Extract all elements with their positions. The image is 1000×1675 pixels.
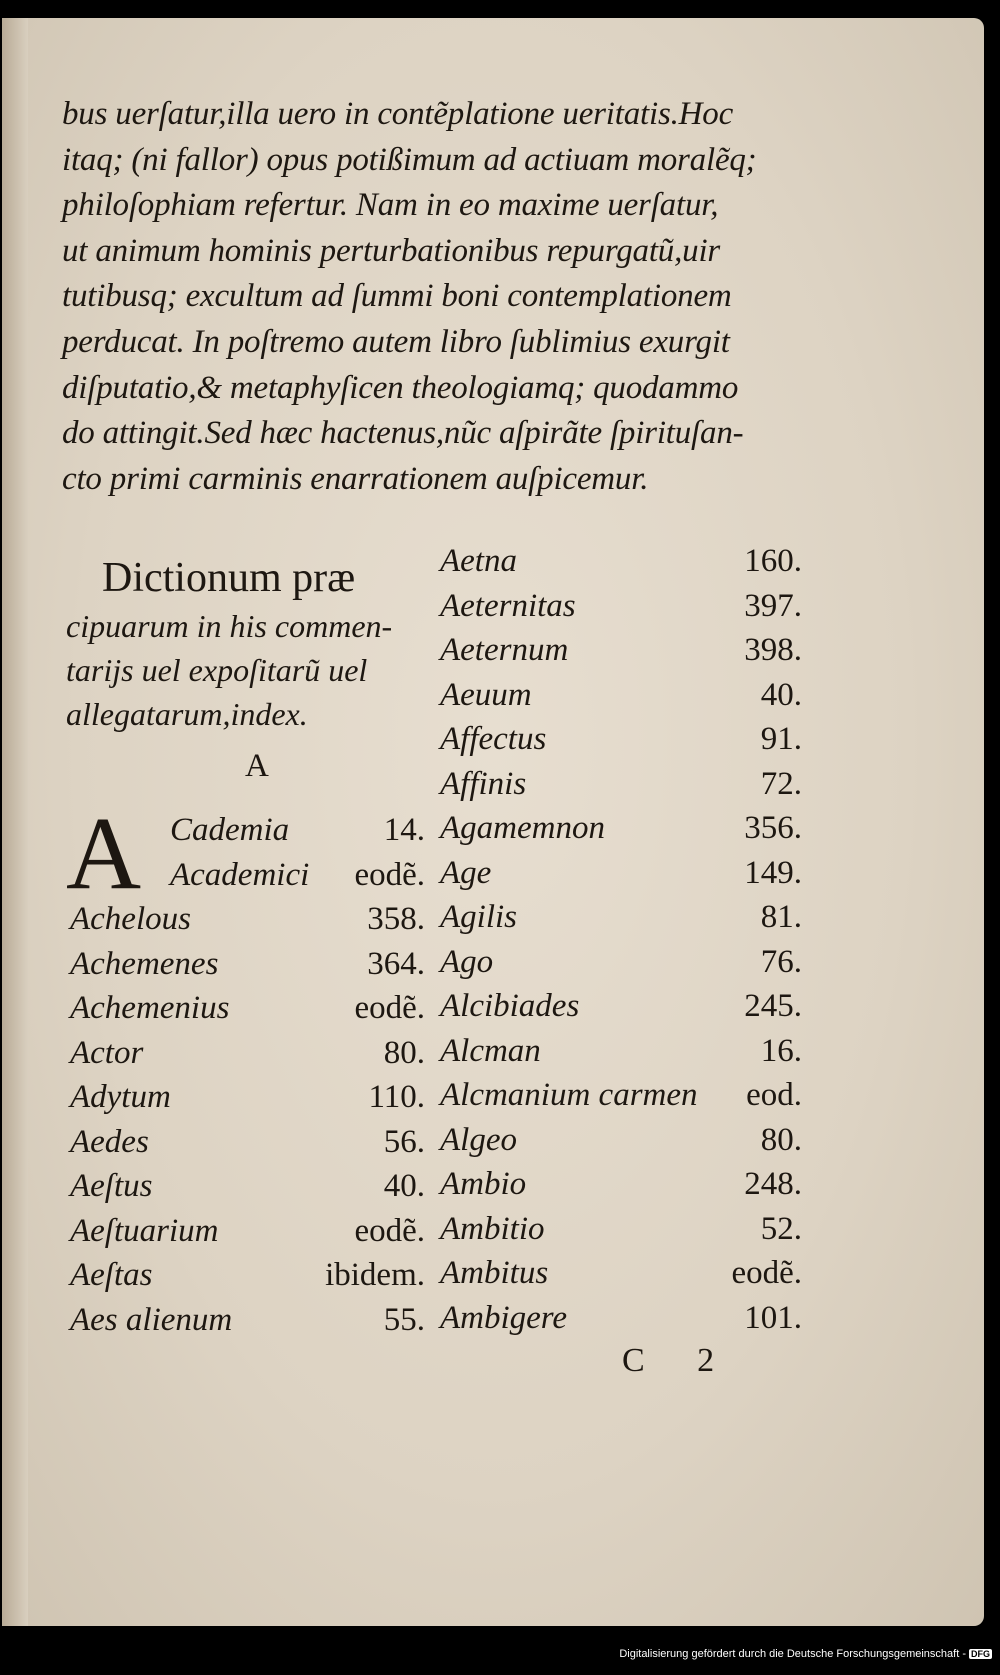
index-term: Academici [170, 856, 310, 893]
index-term: Aeternitas [440, 587, 576, 624]
index-page-ref: 52. [760, 1210, 802, 1247]
index-term: Algeo [440, 1121, 517, 1158]
page-gutter [2, 18, 28, 1626]
index-entry [70, 1253, 425, 1298]
index-term: Aeternum [440, 632, 569, 668]
text-line: diſputatio,& metaphyſicen theologiamq; quodammo [62, 369, 739, 406]
index-term: Cademia [170, 812, 290, 848]
index-term: Aes alienum [70, 1301, 233, 1338]
index-term: Alcman [440, 1032, 541, 1069]
index-page-ref: 248. [744, 1166, 802, 1202]
index-entry [70, 986, 425, 1031]
index-page-ref: 56. [383, 1123, 425, 1160]
index-entry [70, 1164, 425, 1209]
index-term: Agamemnon [440, 810, 605, 846]
digitization-credit [0, 1648, 992, 1660]
index-page-ref: 40. [760, 676, 802, 713]
signature-mark: C 2 [622, 1342, 737, 1379]
index-entry [440, 673, 802, 718]
index-page-ref: 110. [368, 1079, 425, 1115]
index-title-line: cipuarum in his commen- [66, 608, 393, 644]
index-entry [70, 942, 425, 987]
text-line: itaq; (ni fallor) opus potißimum ad actiuam moralẽq; [62, 141, 757, 178]
index-page-ref: 91. [760, 721, 802, 757]
index-title-line: tarijs uel expoſitarũ uel [66, 652, 368, 688]
index-entry [70, 1209, 425, 1254]
index-page-ref: 356. [744, 810, 802, 846]
index-entry [440, 762, 802, 807]
credit-text: Digitalisierung gefördert durch die Deutsche Forschungsgemeinschaft - [619, 1648, 966, 1660]
index-page-ref: 397. [744, 587, 802, 624]
index-page-ref: 149. [744, 854, 802, 891]
index-page-ref: 76. [760, 943, 802, 980]
index-term: Age [440, 854, 492, 891]
index-entry [440, 539, 802, 584]
index-entry [70, 1031, 425, 1076]
body-text [62, 92, 822, 502]
dfg-logo: DFG [971, 1649, 990, 1659]
index-term: Aetna [440, 543, 517, 579]
index-page-ref: 40. [383, 1168, 425, 1204]
index-entry [440, 1296, 802, 1341]
index-term: Actor [70, 1034, 144, 1071]
index-entry [70, 1120, 425, 1165]
index-term: Alcmanium carmen [440, 1077, 698, 1113]
index-entry [440, 940, 802, 985]
index-page-ref: eodẽ. [354, 1212, 425, 1249]
index-page-ref: 81. [760, 899, 802, 935]
index-term: Ambigere [440, 1299, 568, 1336]
text-line: bus uerſatur,illa uero in contẽplatione ueritatis.Hoc [62, 96, 734, 132]
index-page-ref: 245. [744, 988, 802, 1024]
index-page-ref: 364. [367, 945, 425, 982]
index-term: Alcibiades [440, 988, 580, 1024]
index-entry [440, 806, 802, 851]
index-left-column [70, 808, 425, 1342]
index-term: Affectus [440, 721, 547, 757]
index-title-line: allegatarum,index. [66, 696, 308, 732]
index-entry [70, 897, 425, 942]
index-page-ref: 101. [744, 1299, 802, 1336]
index-term: Aedes [70, 1123, 149, 1160]
index-entry [70, 1075, 425, 1120]
index-entry [440, 1162, 802, 1207]
index-title-first-line: Dictionum præ [102, 555, 356, 601]
index-entry [440, 984, 802, 1029]
text-line: cto primi carminis enarrationem auſpicemur. [62, 460, 649, 497]
index-term: Achemenes [70, 945, 219, 982]
index-page-ref: ibidem. [325, 1257, 425, 1293]
index-term: Affinis [440, 765, 527, 802]
index-page-ref: 72. [760, 765, 802, 802]
drop-capital: A [66, 796, 142, 911]
index-term: Aeuum [440, 676, 532, 713]
index-entry [440, 851, 802, 896]
index-term: Ambitio [440, 1210, 545, 1247]
index-entry [440, 1073, 802, 1118]
index-entry [440, 1251, 802, 1296]
index-entry [70, 808, 425, 853]
index-entry [440, 1118, 802, 1163]
index-page-ref: eodẽ. [731, 1255, 802, 1291]
index-page-ref: 55. [383, 1301, 425, 1338]
index-entry [440, 1207, 802, 1252]
text-line: tutibusq; excultum ad ſummi boni contemplationem [62, 278, 732, 315]
index-term: Agilis [440, 899, 518, 935]
index-page-ref: eodẽ. [354, 856, 425, 893]
index-page-ref: 14. [383, 812, 425, 848]
index-heading [66, 552, 426, 736]
index-page-ref: 358. [367, 901, 425, 937]
index-page-ref: eod. [746, 1077, 802, 1113]
index-page-ref: 16. [760, 1032, 802, 1069]
text-line: do attingit.Sed hæc hactenus,nũc aſpirãte ſpirituſan- [62, 415, 744, 452]
index-term: Aeſtuarium [70, 1212, 219, 1249]
index-section-letter: A [245, 748, 269, 784]
index-term: Ago [440, 943, 494, 980]
text-line: ut animum hominis perturbationibus repurgatũ,uir [62, 232, 721, 269]
index-term: Achelous [70, 901, 191, 937]
index-term: Achemenius [70, 990, 230, 1026]
text-line: perducat. In poſtremo autem libro ſublimius exurgit [62, 323, 730, 360]
index-page-ref: 80. [760, 1121, 802, 1158]
index-term: Ambitus [440, 1255, 549, 1291]
index-page-ref: 80. [383, 1034, 425, 1071]
index-page-ref: 398. [744, 632, 802, 668]
index-term: Ambio [440, 1166, 527, 1202]
index-entry [440, 584, 802, 629]
index-entry [70, 1298, 425, 1343]
text-line: philoſophiam refertur. Nam in eo maxime uerſatur, [62, 187, 719, 224]
index-page-ref: eodẽ. [354, 990, 425, 1026]
index-entry [440, 628, 802, 673]
index-entry [70, 853, 425, 898]
index-entry [440, 717, 802, 762]
index-term: Aeſtus [70, 1168, 153, 1204]
index-entry [440, 1029, 802, 1074]
index-page-ref: 160. [744, 543, 802, 579]
index-entry [440, 895, 802, 940]
index-right-column [440, 539, 802, 1340]
index-term: Aeſtas [70, 1257, 153, 1293]
index-term: Adytum [70, 1079, 171, 1115]
